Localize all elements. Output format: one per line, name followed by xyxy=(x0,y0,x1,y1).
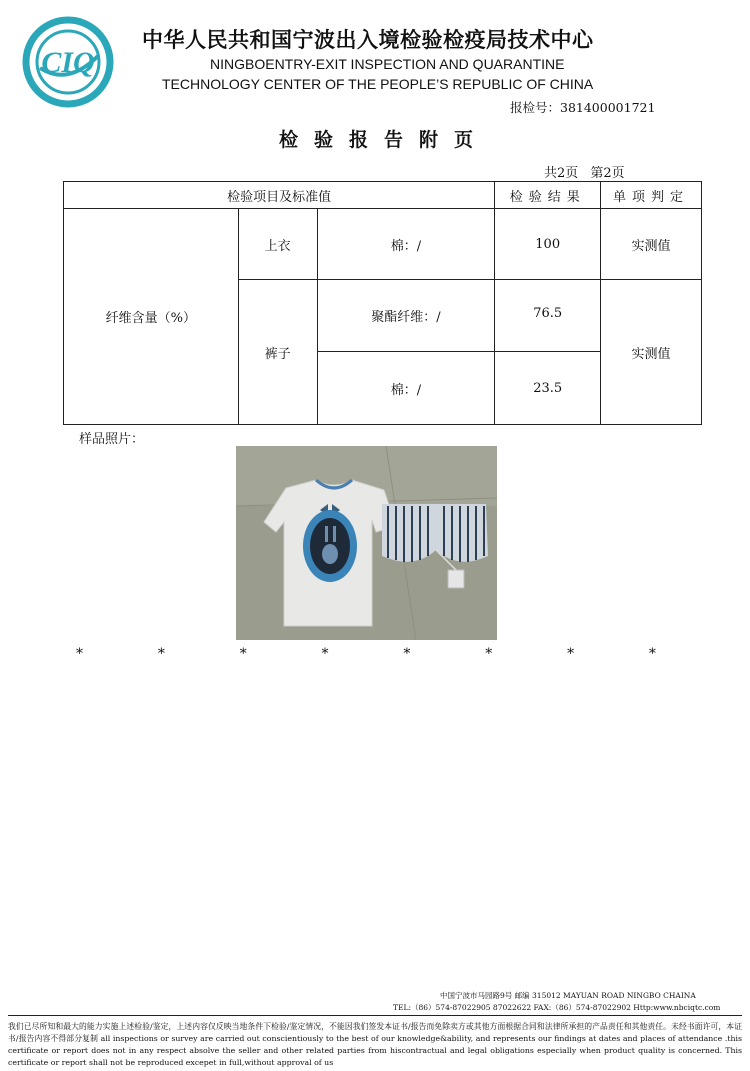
org-name-en-line2: TECHNOLOGY CENTER OF THE PEOPLE’S REPUBLIC OF CHINA xyxy=(162,76,594,92)
svg-text:CIQ: CIQ xyxy=(41,46,95,79)
org-name-cn: 中华人民共和国宁波出入境检验检疫局技术中心 xyxy=(142,28,594,52)
document-title: 检验报告附页 xyxy=(278,129,489,151)
star: * xyxy=(321,646,329,662)
verdict-cell: 实测值 xyxy=(601,209,702,280)
footer-disclaimer: 我们已尽所知和最大的能力实施上述检验/鉴定，上述内容仅反映当地条件下检验/鉴定情况，不能因我们签发本证书/报告而免除卖方或其他方面根据合同和法律所承担的产品责任和其他责任。未经书面许可，本证书/报告内容不得部分复制 all inspections or survey are carried out conscientiously to the best of our knowledge&ability, and represents our findings at dates and places of attendance .this certificate or report does not in any respect absolve the seller and other related parties from hiscontractual and legal obligations especially when product quality is concerned. This certificate or report shall not be reproduced excepet in full,without approval of us xyxy=(8,1022,742,1067)
star: * xyxy=(567,646,575,662)
table-header-row xyxy=(64,182,702,209)
org-name-en-line1: NINGBOENTRY-EXIT INSPECTION AND QUARANTINE xyxy=(210,56,565,72)
verdict-cell: 实测值 xyxy=(601,280,702,425)
ciq-logo xyxy=(22,16,114,108)
fiber-cell: 聚酯纤维：/ xyxy=(317,280,495,352)
part-cell: 裤子 xyxy=(238,280,317,425)
part-cell: 上衣 xyxy=(238,209,317,280)
star: * xyxy=(157,646,165,662)
fiber-cell: 棉：/ xyxy=(317,352,495,425)
result-cell: 76.5 xyxy=(495,280,601,352)
star: * xyxy=(403,646,411,662)
star: * xyxy=(239,646,247,662)
star: * xyxy=(76,646,83,662)
footer-divider xyxy=(8,1015,742,1016)
report-number: 报检号：381400001721 xyxy=(510,100,656,115)
footer-contact: TEL:（86）574-87022905 87022622 FAX:（86）574-87022902 Http:www.nbciqtc.com xyxy=(393,1003,721,1012)
header-result: 检验结果 xyxy=(495,182,601,209)
inspection-table xyxy=(63,181,702,425)
fiber-cell: 棉：/ xyxy=(317,209,495,280)
result-cell: 100 xyxy=(495,209,601,280)
sample-photo xyxy=(236,446,497,640)
header-verdict: 单项判定 xyxy=(601,182,702,209)
star-separator xyxy=(76,646,656,662)
table-row xyxy=(64,209,702,280)
category-cell: 纤维含量（%） xyxy=(64,209,239,425)
header-item: 检验项目及标准值 xyxy=(64,182,495,209)
page-info: 共2页 第2页 xyxy=(544,166,625,181)
result-cell: 23.5 xyxy=(495,352,601,425)
star: * xyxy=(485,646,493,662)
footer-address: 中国宁波市马园路9号 邮编 315012 MAYUAN ROAD NINGBO CHAINA xyxy=(440,991,696,1000)
star: * xyxy=(648,646,656,662)
sample-photo-label: 样品照片： xyxy=(79,432,145,447)
